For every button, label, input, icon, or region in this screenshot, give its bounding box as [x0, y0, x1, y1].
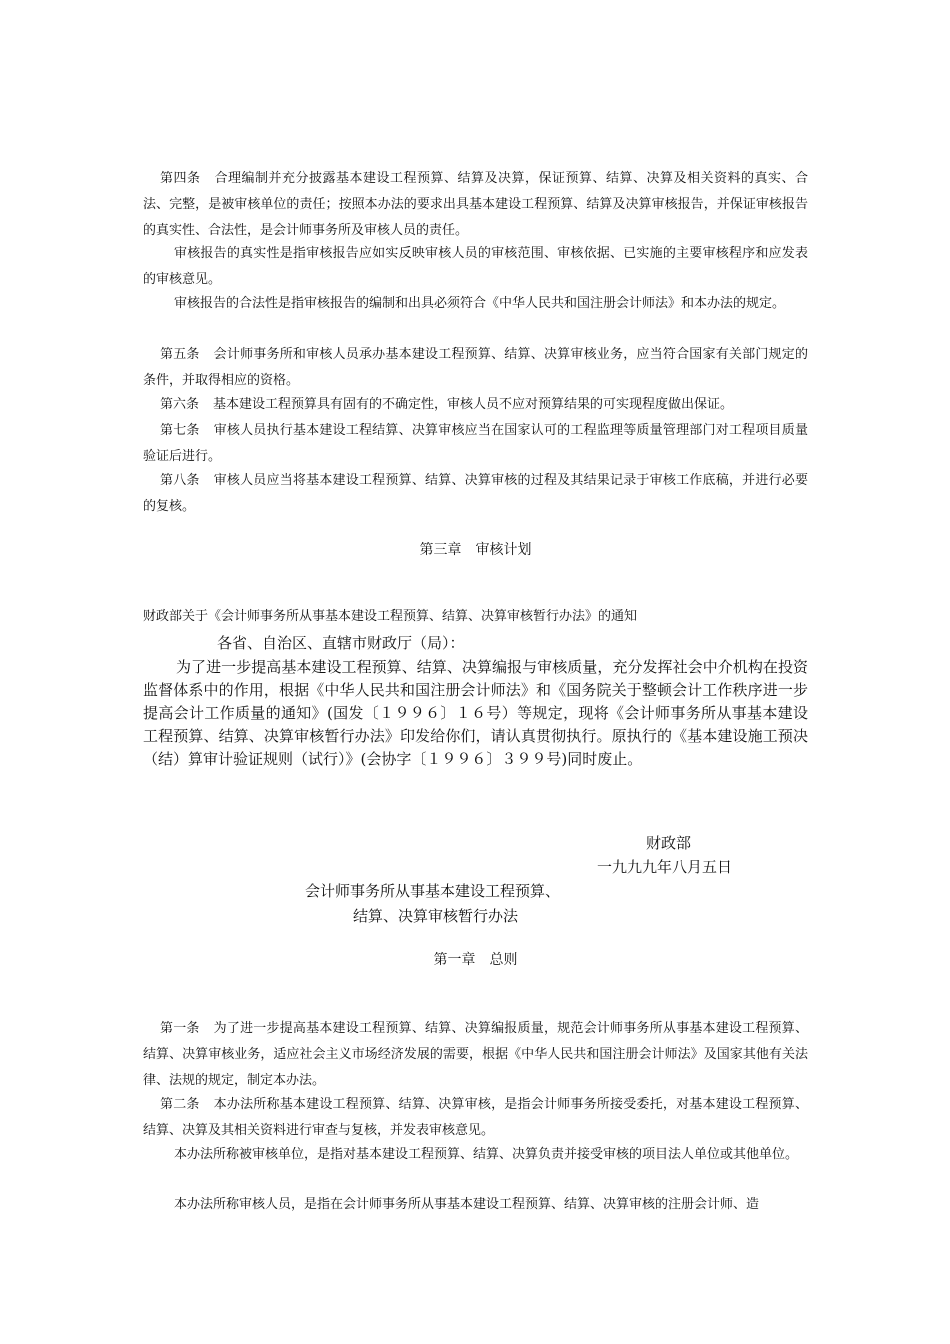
- notice-title: 财政部关于《会计师事务所从事基本建设工程预算、结算、决算审核暂行办法》的通知: [143, 609, 638, 624]
- article-text: 合理编制并充分披露基本建设工程预算、结算及决算，保证预算、结算、决算及相关资料的真实、合法、完整，是被审核单位的责任；按照本办法的要求出具基本建设工程预算、结算及决算审核报告，并保证审核报告的真实性、合法性，是会计师事务所及审核人员的责任。: [143, 171, 808, 238]
- paragraph-text: 本办法所称被审核单位，是指对基本建设工程预算、结算、决算负责并接受审核的项目法人单位或其他单位。: [174, 1147, 799, 1162]
- article-4: [143, 166, 808, 244]
- article-8: [143, 468, 808, 520]
- article-7: [143, 418, 808, 470]
- chapter-1-heading: 第一章 总则: [433, 952, 518, 968]
- article-number: 第七条: [160, 423, 200, 438]
- paragraph-audited-unit: [143, 1142, 808, 1168]
- article-text: 审核人员执行基本建设工程结算、决算审核应当在国家认可的工程监理等质量管理部门对工程项目质量验证后进行。: [143, 423, 808, 464]
- paragraph-text: 本办法所称审核人员，是指在会计师事务所从事基本建设工程预算、结算、决算审核的注册会计师、造: [174, 1197, 760, 1212]
- notice-signer: 财政部: [646, 834, 692, 852]
- document-title-line-2: 结算、决算审核暂行办法: [353, 907, 519, 925]
- article-text: 审核人员应当将基本建设工程预算、结算、决算审核的过程及其结果记录于审核工作底稿，并进行必要的复核。: [143, 473, 808, 514]
- chapter-3-heading: 第三章 审核计划: [419, 542, 532, 558]
- article-number: 第一条: [160, 1021, 200, 1036]
- notice-body: 为了进一步提高基本建设工程预算、结算、决算编报与审核质量，充分发挥社会中介机构在投资监督体系中的作用，根据《中华人民共和国注册会计师法》和《国务院关于整顿会计工作秩序进一步提高会计工作质量的通知》(国发〔１９９６〕１６号）等规定，现将《会计师事务所从事基本建设工程预算、结算、决算审核暂行办法》印发给你们，请认真贯彻执行。原执行的《基本建设施工预决（结）算审计验证规则（试行）》(会协字〔１９９６〕３９９号)同时废止。: [143, 658, 808, 768]
- article-text: 会计师事务所和审核人员承办基本建设工程预算、结算、决算审核业务，应当符合国家有关部门规定的条件，并取得相应的资格。: [143, 347, 808, 388]
- notice-addressee: 各省、自治区、直辖市财政厅（局）：: [217, 634, 465, 652]
- article-6: [143, 392, 808, 418]
- paragraph-auditors: [143, 1192, 808, 1218]
- paragraph-text: 审核报告的合法性是指审核报告的编制和出具必须符合《中华人民共和国注册会计师法》和本办法的规定。: [174, 296, 786, 311]
- document-title-line-1: 会计师事务所从事基本建设工程预算、: [305, 882, 561, 900]
- article-2: [143, 1092, 808, 1144]
- article-text: 为了进一步提高基本建设工程预算、结算、决算编报质量，规范会计师事务所从事基本建设工程预算、结算、决算审核业务，适应社会主义市场经济发展的需要，根据《中华人民共和国注册会计师法》及国家其他有关法律、法规的规定，制定本办法。: [143, 1021, 808, 1088]
- article-number: 第二条: [160, 1097, 200, 1112]
- article-text: 本办法所称基本建设工程预算、结算、决算审核，是指会计师事务所接受委托，对基本建设工程预算、结算、决算及其相关资料进行审查与复核，并发表审核意见。: [143, 1097, 808, 1138]
- article-number: 第六条: [160, 397, 200, 412]
- article-1: [143, 1016, 808, 1094]
- paragraph-report-legality: [143, 291, 808, 317]
- article-5: [143, 342, 808, 394]
- paragraph-text: 审核报告的真实性是指审核报告应如实反映审核人员的审核范围、审核依据、已实施的主要审核程序和应发表的审核意见。: [143, 246, 808, 287]
- article-text: 基本建设工程预算具有固有的不确定性，审核人员不应对预算结果的可实现程度做出保证。: [213, 397, 734, 412]
- paragraph-report-truthfulness: [143, 241, 808, 293]
- notice-date: 一九九九年八月五日: [597, 858, 733, 876]
- article-number: 第五条: [160, 347, 200, 362]
- article-number: 第四条: [160, 171, 201, 186]
- article-number: 第八条: [160, 473, 200, 488]
